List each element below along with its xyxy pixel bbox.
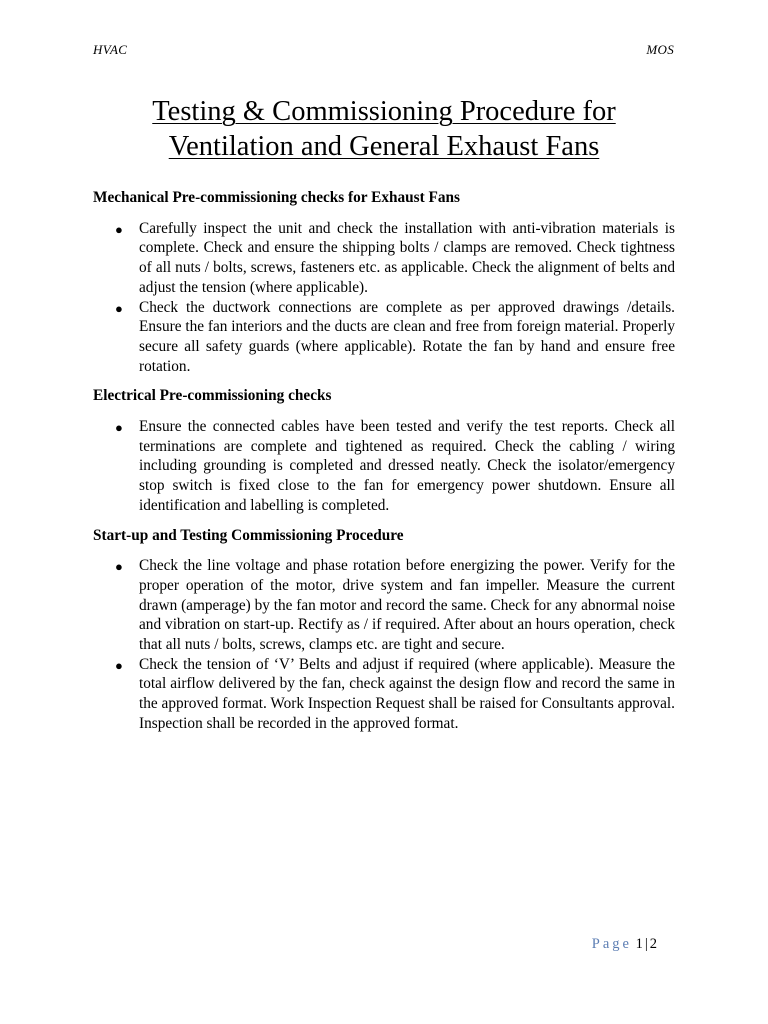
section-heading-mechanical: Mechanical Pre-commissioning checks for Exhaust Fans — [93, 189, 460, 206]
page-number-footer — [592, 936, 657, 953]
section-heading-startup: Start-up and Testing Commissioning Procedure — [93, 526, 404, 544]
document-title-line-2: Ventilation and General Exhaust Fans — [168, 131, 600, 162]
section-heading-electrical: Electrical Pre-commissioning checks — [93, 387, 332, 405]
page-label: Page — [591, 936, 632, 952]
bullet-text: Carefully inspect the unit and check the installation with anti-vibration materials is complete. Check and ensure the shipping bolts / clamps are removed. Check tightness of all nuts / bolts, screws, fasteners etc. as applicable. Check the alignment of belts and adjust the tension (where applicable). — [139, 219, 675, 296]
bullet-text: Check the tension of ‘V’ Belts and adjust if required (where applicable). Measure the total airflow delivered by the fan, check against the design flow and record the same in the approved format. Work Inspection Request shall be raised for Consultants approval. Inspection shall be recorded in the approved format. — [139, 655, 675, 732]
document-title — [60, 94, 708, 164]
document-body — [93, 188, 675, 744]
document-title-line-1: Testing & Commissioning Procedure for — [152, 96, 616, 127]
bullet-dot-icon: ● — [115, 559, 123, 575]
bullet-item — [93, 417, 675, 516]
page-separator: | — [644, 936, 648, 952]
header-left-text: HVAC — [93, 42, 128, 57]
bullet-list-startup — [93, 556, 675, 733]
bullet-dot-icon: ● — [115, 221, 123, 237]
total-pages-number: 2 — [649, 936, 657, 952]
bullet-item — [93, 556, 675, 655]
bullet-list-mechanical — [93, 219, 675, 377]
bullet-dot-icon: ● — [115, 657, 123, 673]
bullet-item — [93, 219, 675, 298]
bullet-dot-icon: ● — [115, 300, 123, 316]
bullet-list-electrical — [93, 417, 675, 516]
bullet-text: Check the ductwork connections are complete as per approved drawings /details. Ensure the fan interiors and the ducts are clean and free from foreign material. Properly secure all safety guards (where applicable). Rotate the fan by hand and ensure free rotation. — [139, 298, 675, 375]
bullet-text: Check the line voltage and phase rotation before energizing the power. Verify for the proper operation of the motor, drive system and fan impeller. Measure the current drawn (amperage) by the fan motor and record the same. Check for any abnormal noise and vibration on start-up. Rectify as / if required. After about an hours operation, check that all nuts / bolts, screws, clamps etc. are tight and secure. — [139, 557, 675, 654]
header-right-text: MOS — [646, 42, 674, 57]
current-page-number: 1 — [635, 936, 643, 952]
bullet-text: Ensure the connected cables have been tested and verify the test reports. Check all terminations are complete and tightened as required. Check the cabling / wiring including grounding is completed and dressed neatly. Check the isolator/emergency stop switch is fixed close to the fan for emergency power shutdown. Ensure all identification and labelling is completed. — [139, 418, 675, 514]
bullet-dot-icon: ● — [115, 420, 123, 436]
bullet-item — [93, 655, 675, 734]
bullet-item — [93, 298, 675, 377]
